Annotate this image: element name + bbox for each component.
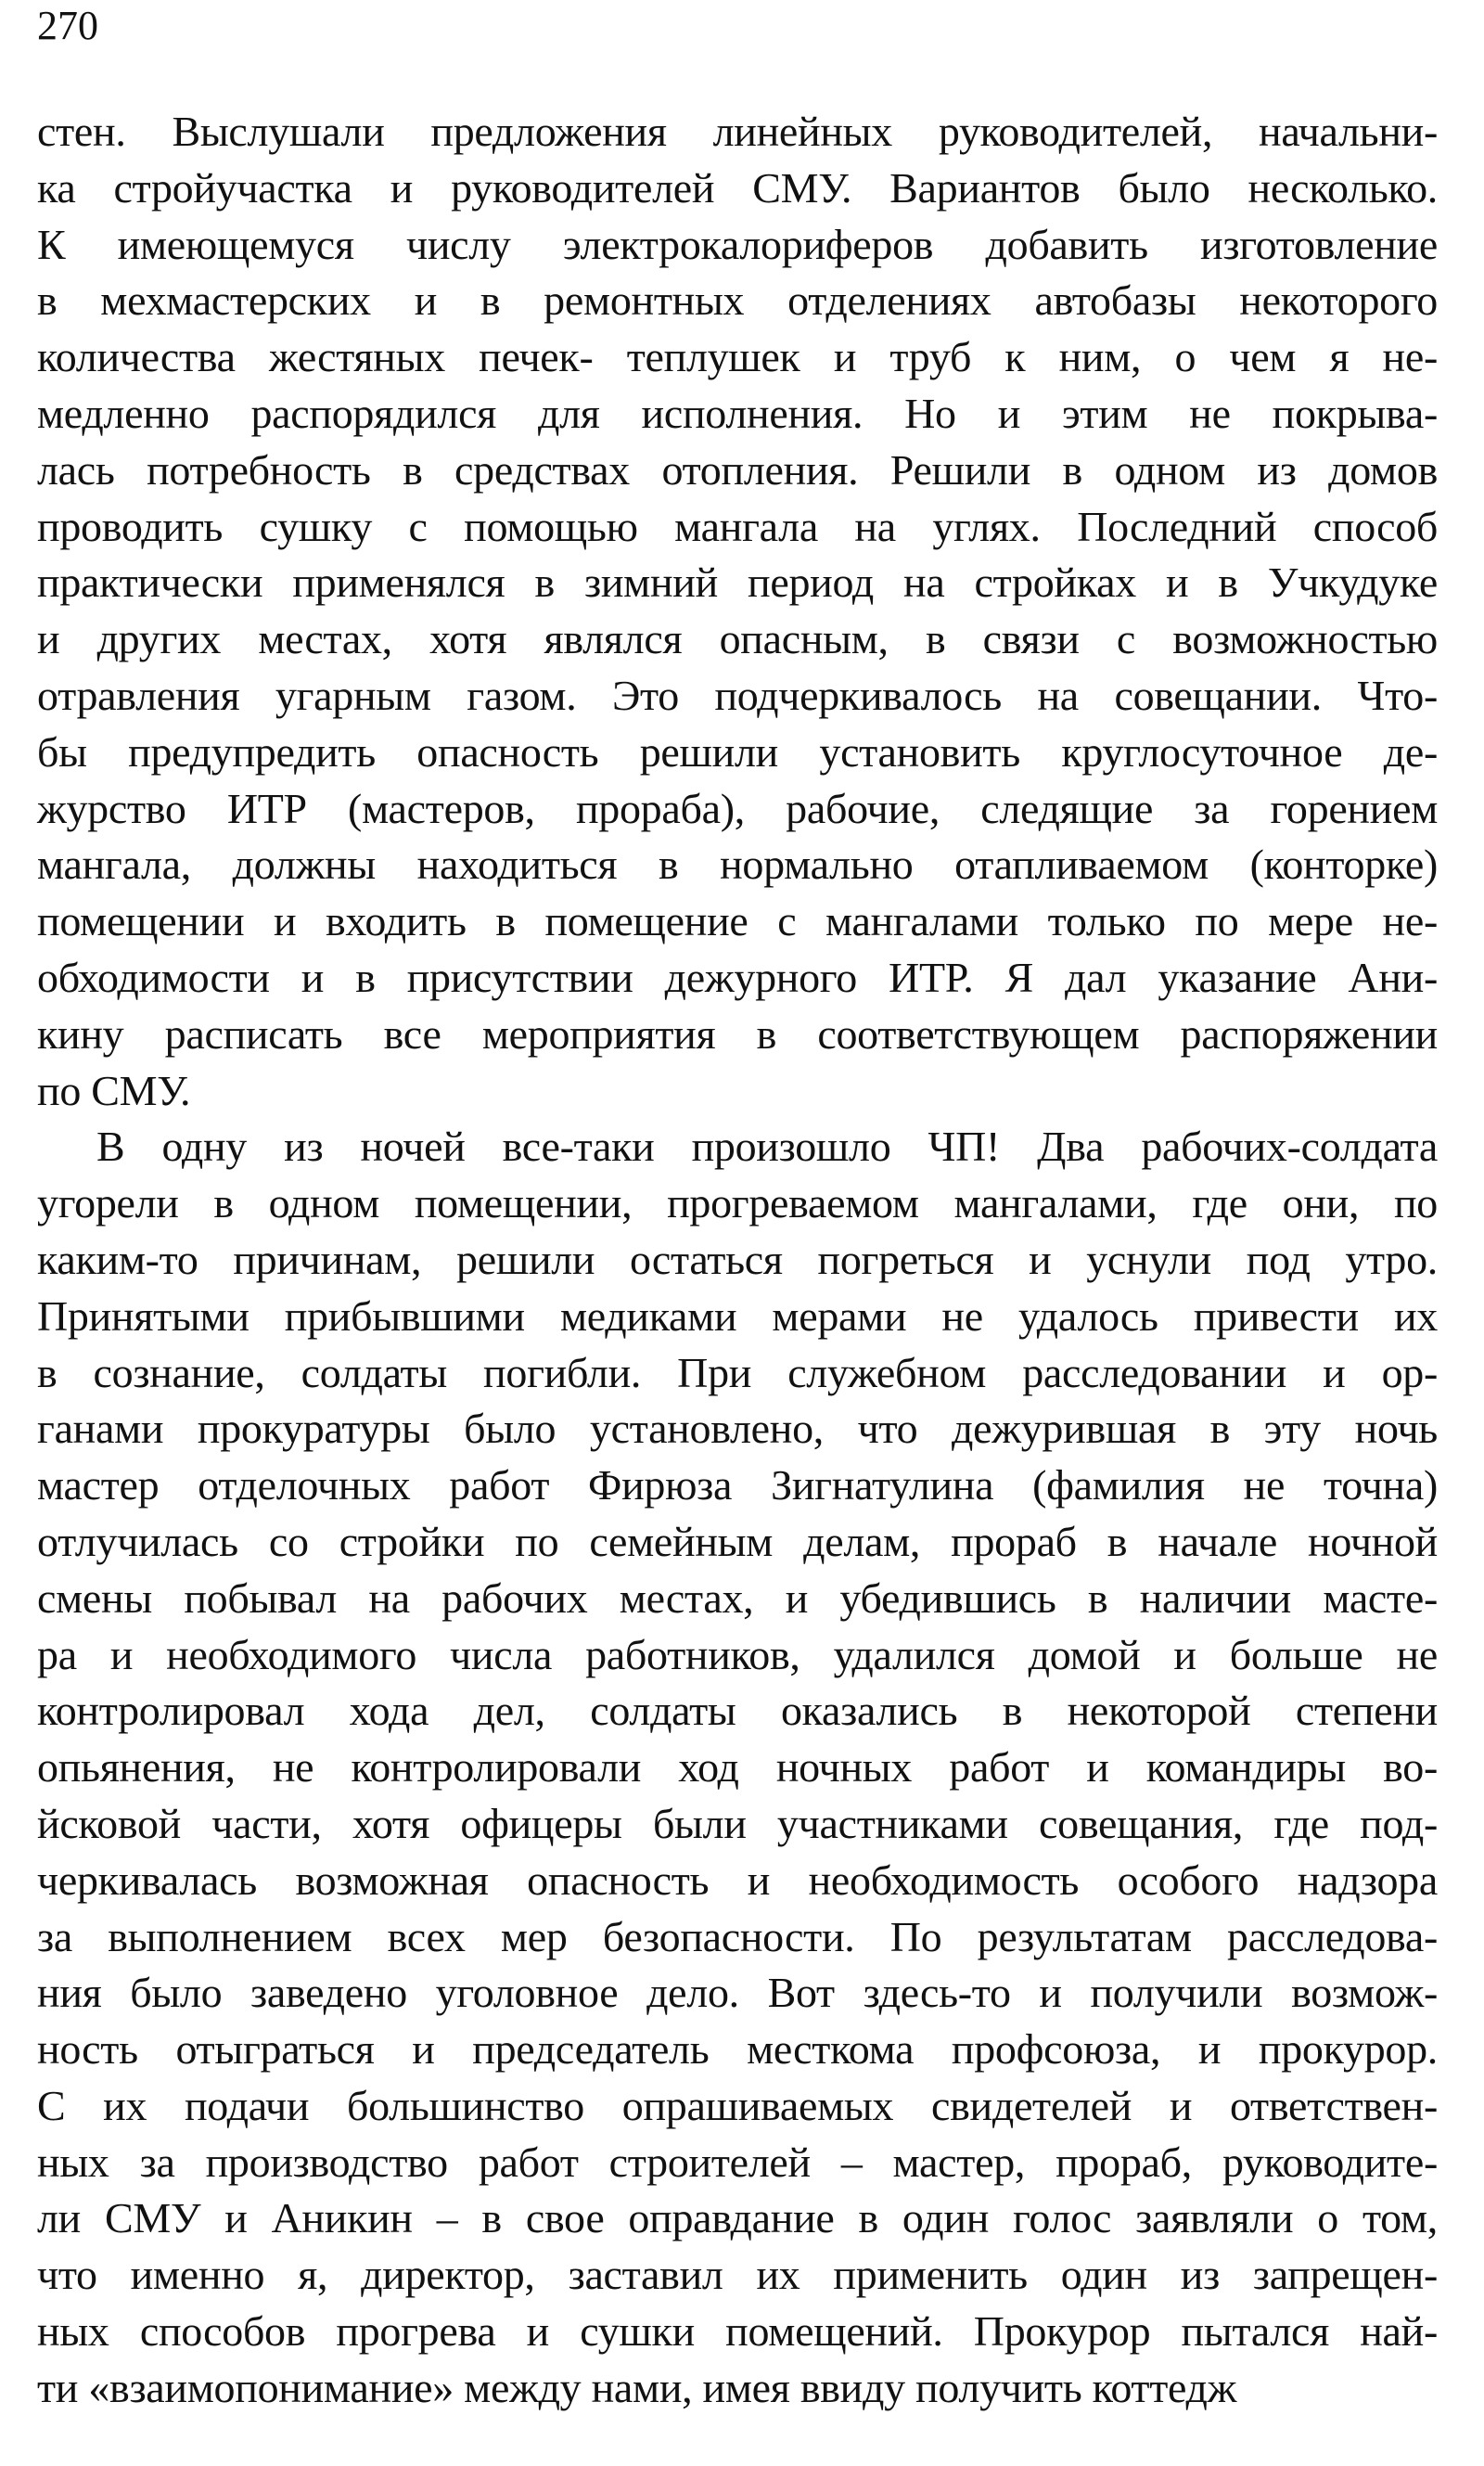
body-text — [37, 104, 1438, 2417]
text-line: помещении и входить в помещение с мангалами только по мере не- — [37, 897, 1438, 945]
text-line: количества жестяных печек- теплушек и труб к ним, о чем я не- — [37, 333, 1438, 381]
text-line: стен. Выслушали предложения линейных руководителей, начальни- — [37, 108, 1438, 155]
page-number: 270 — [37, 3, 98, 48]
text-line: С их подачи большинство опрашиваемых свидетелей и ответствен- — [37, 2081, 1438, 2129]
text-line: кину расписать все мероприятия в соответствующем распоряжении — [37, 1009, 1438, 1058]
text-line: ность отыграться и председатель месткома профсоюза, и прокурор. — [37, 2025, 1438, 2074]
text-line: ных способов прогрева и сушки помещений. Прокурор пытался най- — [37, 2307, 1438, 2356]
text-line: угорели в одном помещении, прогреваемом мангалами, где они, по — [37, 1179, 1438, 1227]
text-line: по СМУ. — [37, 1066, 191, 1114]
text-line: ных за производство работ строителей – мастер, прораб, руководите- — [37, 2138, 1438, 2186]
text-line: мангала, должны находиться в нормально отапливаемом (конторке) — [37, 841, 1438, 889]
text-line: в сознание, солдаты погибли. При служебном расследовании и ор- — [37, 1348, 1438, 1396]
text-line: Принятыми прибывшими медиками мерами не удалось привести их — [37, 1291, 1438, 1340]
text-line: опьянения, не контролировали ход ночных работ и командиры во- — [37, 1743, 1438, 1792]
paragraph — [37, 1119, 1438, 2416]
text-line: за выполнением всех мер безопасности. По результатам расследова- — [37, 1912, 1438, 1960]
text-line: практически применялся в зимний период на стройках и в Учкудуке — [37, 559, 1438, 607]
text-line: в мехмастерских и в ремонтных отделениях автобазы некоторого — [37, 276, 1438, 325]
text-line: ганами прокуратуры было установлено, что дежурившая в эту ночь — [37, 1405, 1438, 1453]
text-line: отравления угарным газом. Это подчеркивалось на совещании. Что- — [37, 671, 1438, 719]
text-line: ра и необходимого числа работников, удалился домой и больше не — [37, 1630, 1438, 1678]
text-line: ли СМУ и Аникин – в свое оправдание в один голос заявляли о том, — [37, 2194, 1438, 2242]
text-line: каким-то причинам, решили остаться погреться и уснули под утро. — [37, 1235, 1438, 1283]
text-line: мастер отделочных работ Фирюза Зигнатулина (фамилия не точна) — [37, 1461, 1438, 1509]
text-line: бы предупредить опасность решили установить круглосуточное де- — [37, 727, 1438, 776]
paragraph — [37, 104, 1438, 1119]
text-line: лась потребность в средствах отопления. Решили в одном из домов — [37, 445, 1438, 494]
text-line: ти «взаимопонимание» между нами, имея ввиду получить коттедж — [37, 2363, 1237, 2411]
text-line: ка стройучастка и руководителей СМУ. Вариантов было несколько. — [37, 163, 1438, 212]
text-line: йсковой части, хотя офицеры были участниками совещания, где под- — [37, 1799, 1438, 1847]
text-line: контролировал хода дел, солдаты оказались в некоторой степени — [37, 1687, 1438, 1735]
text-line: что именно я, директор, заставил их применить один из запрещен- — [37, 2251, 1438, 2299]
text-line: отлучилась со стройки по семейным делам, прораб в начале ночной — [37, 1517, 1438, 1565]
text-line: смены побывал на рабочих местах, и убедившись в наличии масте- — [37, 1573, 1438, 1622]
text-line: К имеющемуся числу электрокалориферов добавить изготовление — [37, 220, 1438, 268]
text-line: журство ИТР (мастеров, прораба), рабочие, следящие за горением — [37, 784, 1438, 832]
text-line: обходимости и в присутствии дежурного ИТР. Я дал указание Ани- — [37, 953, 1438, 1001]
text-line: черкивалась возможная опасность и необходимость особого надзора — [37, 1856, 1438, 1904]
text-line: ния было заведено уголовное дело. Вот здесь-то и получили возмож- — [37, 1969, 1438, 2017]
text-line: медленно распорядился для исполнения. Но и этим не покрыва- — [37, 389, 1438, 437]
text-line: и других местах, хотя являлся опасным, в связи с возможностью — [37, 615, 1438, 663]
text-line: В одну из ночей все-таки произошло ЧП! Два рабочих-солдата — [96, 1123, 1438, 1171]
text-line: проводить сушку с помощью мангала на углях. Последний способ — [37, 502, 1438, 550]
